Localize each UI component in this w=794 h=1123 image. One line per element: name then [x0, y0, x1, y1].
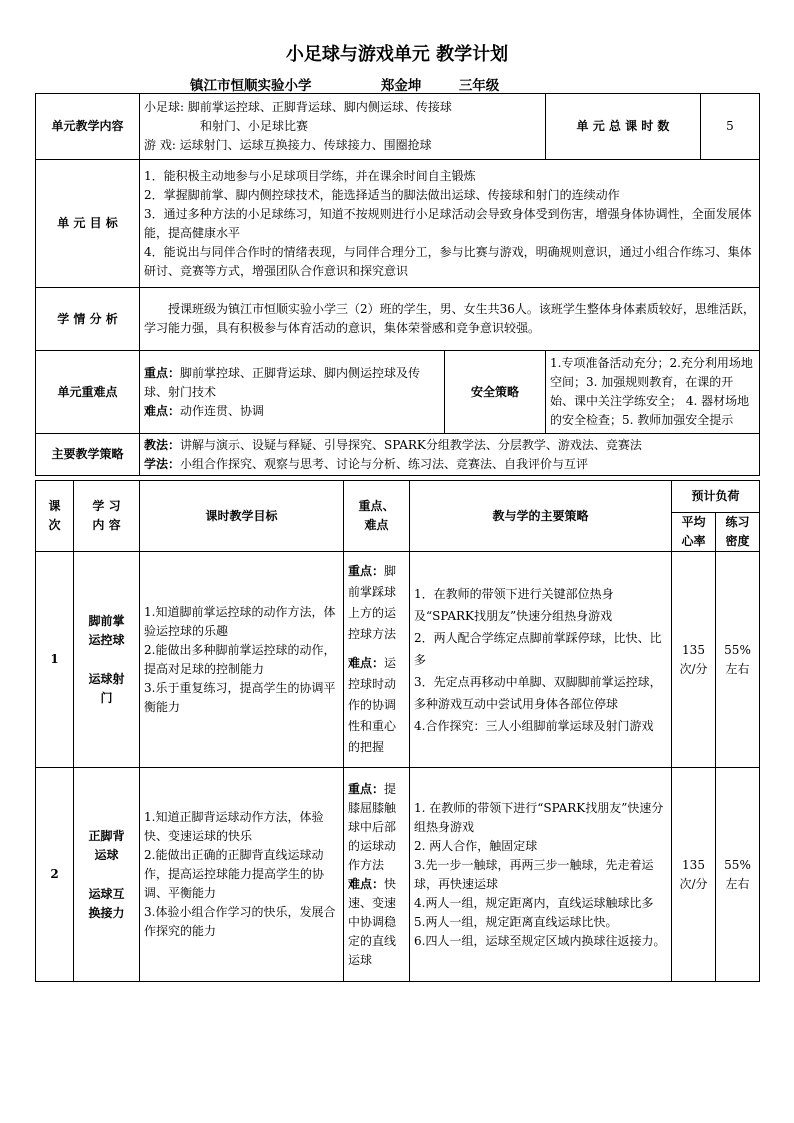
strategies-label: 主要教学策略	[36, 434, 140, 476]
heart-rate-header: 平均心率	[672, 513, 716, 552]
unit-content-label: 单元教学内容	[36, 94, 140, 160]
lesson-num: 1	[36, 552, 74, 768]
key-label: 重点：	[144, 365, 181, 380]
lesson-method-item: 4.合作探究：三人小组脚前掌运球及射门游戏	[414, 718, 654, 733]
unit-content-cell	[140, 94, 546, 160]
lesson-goal-item: 3.乐于重复练习，提高学生的协调平衡能力	[144, 680, 336, 714]
teach-label: 教法：	[144, 437, 181, 452]
lesson-content-item: 运球互换接力	[88, 886, 125, 920]
strategies-cell	[140, 434, 760, 476]
lesson-key-points	[344, 552, 410, 768]
goal-item: 3．通过多种方法的小足球练习，知道不按规则进行小足球活动会导致身体受到伤害，增强身体协调性，全面发展体能，提高健康水平	[144, 206, 752, 240]
page-title: 小足球与游戏单元 教学计划	[285, 44, 509, 65]
lesson-method-item: 1. 在教师的带领下进行“SPARK找朋友”快速分组热身游戏	[414, 800, 664, 834]
unit-goals-label: 单 元 目 标	[36, 160, 140, 288]
difficulty-text: 动作连贯、协调	[180, 403, 265, 418]
lesson-content-item: 运球射门	[88, 671, 125, 705]
unit-plan-table	[35, 93, 760, 476]
lesson-goals	[140, 768, 344, 982]
lesson-goal-item: 2.能做出正确的正脚背直线运球动作，提高运控球能力提高学生的协调、平衡能力	[144, 848, 325, 900]
key-points-cell	[140, 351, 445, 434]
strategies-row	[36, 434, 760, 476]
unit-content-row	[36, 94, 760, 160]
unit-hours-label: 单 元 总 课 时 数	[546, 94, 701, 160]
learn-label: 学法：	[144, 456, 181, 471]
key-text: 脚前掌踩球上方的运控球方法	[348, 564, 397, 641]
key-text: 提膝屈膝触球中后部的运球动作方法	[348, 781, 397, 872]
lesson-heart-rate: 135次/分	[672, 768, 716, 982]
lesson-density: 55%左右	[716, 552, 760, 768]
difficulty-text: 快速、变速中协调稳定的直线运球	[348, 876, 397, 967]
lesson-key-header: 重点、难点	[344, 481, 410, 552]
lesson-method-item: 4.两人一组，规定距离内，直线运球触球比多	[414, 895, 654, 910]
lesson-content	[74, 552, 140, 768]
lesson-methods	[410, 768, 672, 982]
unit-content-line: 游 戏: 运球射门、运球互换接力、传球接力、围圈抢球	[144, 138, 432, 152]
lesson-method-item: 5.两人一组，规定距离直线运球比快。	[414, 914, 618, 929]
school-name: 镇江市恒顺实验小学	[190, 78, 312, 94]
lesson-content-header: 学 习 内 容	[74, 481, 140, 552]
lesson-method-item: 3．先定点再移动中单脚、双脚脚前掌运控球，多种游戏互动中尝试用身体各部位停球	[414, 674, 662, 711]
lesson-row	[36, 552, 760, 768]
key-points-label: 单元重难点	[36, 351, 140, 434]
difficulty-label: 难点：	[348, 876, 385, 891]
lesson-goal-item: 1.知道正脚背运球动作方法，体验快、变速运球的快乐	[144, 810, 324, 843]
lesson-method-item: 3.先一步一触球，再两三步一触球，先走着运球，再快速运球	[414, 857, 654, 891]
lesson-key-points	[344, 768, 410, 982]
unit-content-line: 小足球: 脚前掌运控球、正脚背运球、脚内侧运球、传接球	[144, 100, 452, 114]
unit-goals-cell	[140, 160, 760, 288]
goal-item: 4．能说出与同伴合作时的情绪表现，与同伴合理分工，参与比赛与游戏，明确规则意识，通过小组合作练习、集体研讨、竞赛等方式，增强团队合作意识和探究意识	[144, 244, 752, 278]
teacher-name: 郑金坤	[380, 78, 422, 94]
lesson-goal-item: 3.体验小组合作学习的快乐，发展合作探究的能力	[144, 905, 336, 938]
density-header: 练习密度	[716, 513, 760, 552]
goal-item: 2．掌握脚前掌、脚内侧控球技术，能选择适当的脚法做出运球、传接球和射门的连续动作	[144, 187, 620, 202]
lesson-num-header: 课次	[36, 481, 74, 552]
student-analysis-cell	[140, 288, 760, 351]
key-text: 脚前掌控球、正脚背运球、脚内侧运控球及传球、射门技术	[144, 365, 421, 399]
unit-hours-value: 5	[701, 94, 760, 160]
lesson-num: 2	[36, 768, 74, 982]
lesson-goals	[140, 552, 344, 768]
lesson-goal-item: 1.知道脚前掌运控球的动作方法，体验运控球的乐趣	[144, 604, 336, 638]
lesson-content	[74, 768, 140, 982]
lesson-load-header: 预计负荷	[672, 481, 760, 513]
goal-item: 1．能积极主动地参与小足球项目学练，并在课余时间自主锻炼	[144, 168, 476, 183]
lesson-heart-rate: 135次/分	[672, 552, 716, 768]
lesson-header-row	[36, 481, 760, 513]
difficulty-label: 难点：	[348, 656, 385, 670]
lesson-goal-header: 课时教学目标	[140, 481, 344, 552]
lesson-method-item: 1．在教师的带领下进行关键部位热身及“SPARK找朋友”快速分组热身游戏	[414, 586, 614, 623]
lesson-goal-item: 2.能做出多种脚前掌运控球的动作，提高对足球的控制能力	[144, 642, 336, 676]
student-analysis-row	[36, 288, 760, 351]
lesson-method-item: 6.四人一组，运球至规定区域内换球往返接力。	[414, 933, 666, 948]
grade-label: 三年级	[458, 78, 500, 94]
subtitle	[190, 74, 710, 94]
key-points-row	[36, 351, 760, 434]
lesson-content-item: 正脚背运球	[88, 828, 125, 862]
key-label: 重点：	[348, 564, 385, 578]
key-label: 重点：	[348, 781, 385, 796]
difficulty-text: 运控球时动作的协调性和重心的把握	[348, 656, 397, 754]
safety-text: 1.专项准备活动充分；2.充分利用场地空间；3. 加强规则教育，在课的开始、课中关注学练安全； 4. 器材场地的安全检查；5. 教师加强安全提示	[546, 351, 760, 434]
learn-text: 小组合作探究、观察与思考、讨论与分析、练习法、竞赛法、自我评价与互评	[180, 456, 589, 471]
lesson-method-item: 2. 两人合作，触固定球	[414, 838, 538, 853]
lesson-methods	[410, 552, 672, 768]
difficulty-label: 难点：	[144, 403, 181, 418]
lesson-density: 55%左右	[716, 768, 760, 982]
lesson-content-item: 脚前掌运控球	[88, 613, 125, 647]
unit-goals-row	[36, 160, 760, 288]
teach-text: 讲解与演示、设疑与释疑、引导探究、SPARK分组教学法、分层教学、游戏法、竞赛法	[180, 437, 642, 452]
lesson-table	[35, 480, 760, 982]
student-analysis-label: 学 情 分 析	[36, 288, 140, 351]
unit-content-line: 和射门、小足球比赛	[200, 119, 309, 133]
lesson-row	[36, 768, 760, 982]
lesson-method-item: 2．两人配合学练定点脚前掌踩停球，比快、比多	[414, 630, 662, 667]
safety-label: 安全策略	[445, 351, 546, 434]
lesson-method-header: 教与学的主要策略	[410, 481, 672, 552]
student-analysis-text: 授课班级为镇江市恒顺实验小学三（2）班的学生，男、女生共36人。该班学生整体身体素质较好，思维活跃，学习能力强，具有积极参与体育活动的意识，集体荣誉感和竞争意识较强。	[144, 302, 755, 335]
